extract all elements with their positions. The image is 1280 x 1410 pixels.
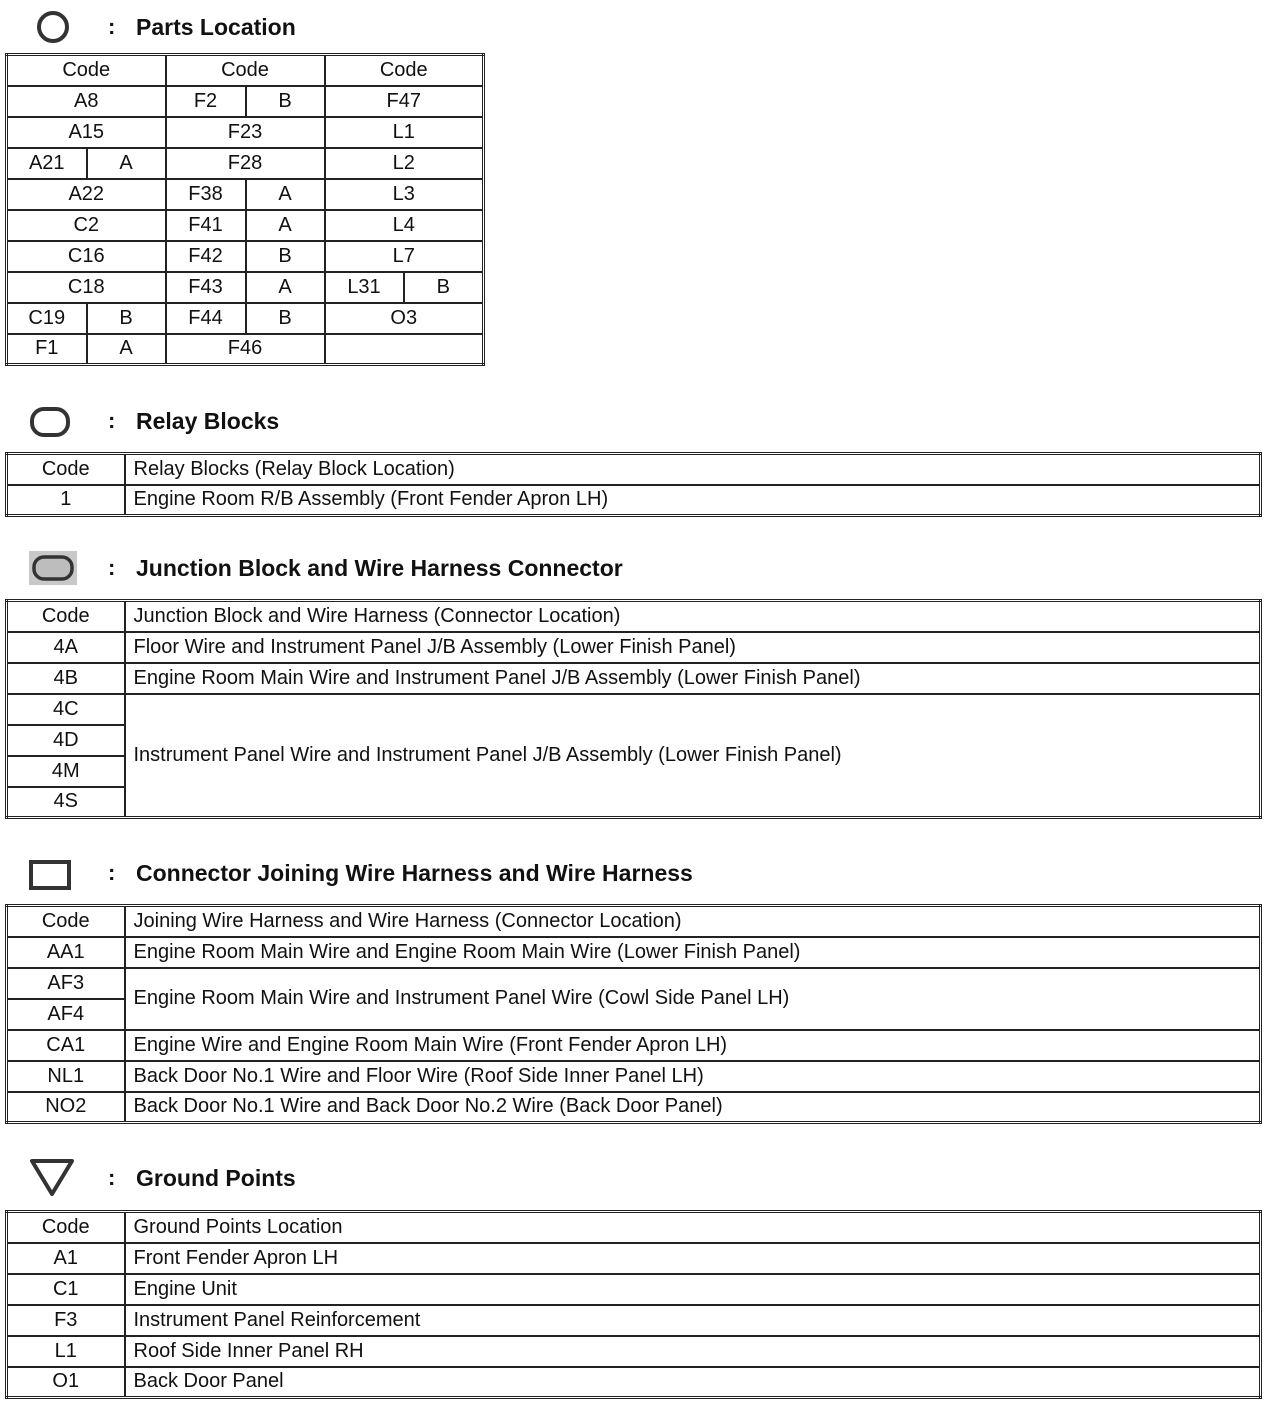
table-row <box>7 334 484 365</box>
table-row <box>7 303 484 334</box>
table-header-row <box>7 906 1261 937</box>
column-header: Code <box>7 55 166 86</box>
column-header-description: Joining Wire Harness and Wire Harness (Connector Location) <box>125 906 1261 937</box>
connector-code: CA1 <box>7 1030 125 1061</box>
part-code: F42 <box>166 241 246 272</box>
connector-description: Back Door No.1 Wire and Back Door No.2 Wire (Back Door Panel) <box>125 1092 1261 1123</box>
table-row <box>7 1092 1261 1123</box>
connector-code: AF3 <box>7 968 125 999</box>
part-code: L2 <box>325 148 484 179</box>
table-row <box>7 210 484 241</box>
table-row <box>7 1305 1261 1336</box>
column-header-code: Code <box>7 601 125 632</box>
parts-location-table <box>5 53 485 366</box>
column-header: Code <box>325 55 484 86</box>
table-row <box>7 1030 1261 1061</box>
junction-block-header <box>0 547 1280 587</box>
part-code: F44 <box>166 303 246 334</box>
connector-code: AF4 <box>7 999 125 1030</box>
relay-description: Engine Room R/B Assembly (Front Fender Apron LH) <box>125 485 1261 516</box>
section-colon: : <box>108 14 116 39</box>
section-colon: : <box>108 860 116 885</box>
table-row <box>7 694 1261 725</box>
part-sub-code: B <box>246 303 325 334</box>
ground-code: O1 <box>7 1367 125 1398</box>
part-code: F43 <box>166 272 246 303</box>
part-code: F41 <box>166 210 246 241</box>
ground-description: Front Fender Apron LH <box>125 1243 1261 1274</box>
section-colon: : <box>108 555 116 580</box>
part-code: F1 <box>7 334 87 365</box>
rectangle-icon <box>28 856 78 890</box>
junction-code: 4S <box>7 787 125 818</box>
section-title: Relay Blocks <box>136 408 280 434</box>
part-code: C19 <box>7 303 87 334</box>
part-code: F28 <box>166 148 325 179</box>
part-code: L31 <box>325 272 404 303</box>
part-code: F23 <box>166 117 325 148</box>
connector-description: Engine Room Main Wire and Engine Room Main Wire (Lower Finish Panel) <box>125 937 1261 968</box>
column-header-description: Relay Blocks (Relay Block Location) <box>125 454 1261 485</box>
part-code: A15 <box>7 117 166 148</box>
ground-description: Back Door Panel <box>125 1367 1261 1398</box>
junction-code: 4D <box>7 725 125 756</box>
part-code: C16 <box>7 241 166 272</box>
table-row <box>7 1061 1261 1092</box>
shaded-rounded-rect-icon <box>28 551 78 585</box>
connector-code: NL1 <box>7 1061 125 1092</box>
part-code: O3 <box>325 303 484 334</box>
part-sub-code: B <box>246 241 325 272</box>
section-title: Connector Joining Wire Harness and Wire Harness <box>136 860 693 886</box>
part-code: C2 <box>7 210 166 241</box>
table-row <box>7 1336 1261 1367</box>
part-code: F47 <box>325 86 484 117</box>
table-row <box>7 663 1261 694</box>
part-code: F2 <box>166 86 246 117</box>
part-sub-code: B <box>246 86 325 117</box>
parts-location-header <box>0 6 1280 46</box>
part-sub-code: B <box>404 272 484 303</box>
junction-code: 4C <box>7 694 125 725</box>
column-header-code: Code <box>7 1212 125 1243</box>
ground-code: F3 <box>7 1305 125 1336</box>
connector-description: Back Door No.1 Wire and Floor Wire (Roof Side Inner Panel LH) <box>125 1061 1261 1092</box>
junction-description: Instrument Panel Wire and Instrument Panel J/B Assembly (Lower Finish Panel) <box>125 694 1261 818</box>
table-header-row <box>7 601 1261 632</box>
ground-points-header <box>0 1157 1280 1197</box>
relay-blocks-table <box>5 452 1262 517</box>
table-header-row <box>7 1212 1261 1243</box>
part-code: L3 <box>325 179 484 210</box>
table-row <box>7 968 1261 999</box>
part-code: L1 <box>325 117 484 148</box>
table-row <box>7 117 484 148</box>
ground-description: Roof Side Inner Panel RH <box>125 1336 1261 1367</box>
section-title: Ground Points <box>136 1165 296 1191</box>
connector-description: Engine Room Main Wire and Instrument Panel Wire (Cowl Side Panel LH) <box>125 968 1261 1030</box>
rounded-rect-icon <box>28 404 78 438</box>
part-code: A22 <box>7 179 166 210</box>
ground-code: A1 <box>7 1243 125 1274</box>
table-row <box>7 148 484 179</box>
triangle-down-icon <box>28 1157 78 1197</box>
part-sub-code: A <box>246 210 325 241</box>
table-row <box>7 485 1261 516</box>
part-sub-code: B <box>87 303 166 334</box>
part-sub-code: A <box>246 179 325 210</box>
connector-joining-table <box>5 904 1262 1124</box>
table-row <box>7 86 484 117</box>
junction-code: 4B <box>7 663 125 694</box>
part-sub-code: A <box>246 272 325 303</box>
column-header-description: Junction Block and Wire Harness (Connector Location) <box>125 601 1261 632</box>
connector-code: NO2 <box>7 1092 125 1123</box>
table-header-row <box>7 454 1261 485</box>
part-code: A21 <box>7 148 87 179</box>
relay-blocks-header <box>0 400 1280 440</box>
junction-code: 4M <box>7 756 125 787</box>
connector-description: Engine Wire and Engine Room Main Wire (Front Fender Apron LH) <box>125 1030 1261 1061</box>
connector-joining-header <box>0 852 1280 892</box>
empty-cell <box>325 334 484 365</box>
part-code: F46 <box>166 334 325 365</box>
section-colon: : <box>108 408 116 433</box>
table-row <box>7 241 484 272</box>
table-header-row <box>7 55 484 86</box>
ground-points-table <box>5 1210 1262 1399</box>
junction-block-table <box>5 599 1262 819</box>
table-row <box>7 179 484 210</box>
part-code: A8 <box>7 86 166 117</box>
part-code: C18 <box>7 272 166 303</box>
table-row <box>7 1243 1261 1274</box>
relay-code: 1 <box>7 485 125 516</box>
junction-code: 4A <box>7 632 125 663</box>
part-sub-code: A <box>87 334 166 365</box>
table-row <box>7 1274 1261 1305</box>
junction-description: Floor Wire and Instrument Panel J/B Assembly (Lower Finish Panel) <box>125 632 1261 663</box>
ground-description: Instrument Panel Reinforcement <box>125 1305 1261 1336</box>
column-header-code: Code <box>7 906 125 937</box>
ground-description: Engine Unit <box>125 1274 1261 1305</box>
table-row <box>7 272 484 303</box>
table-row <box>7 937 1261 968</box>
column-header-code: Code <box>7 454 125 485</box>
column-header-description: Ground Points Location <box>125 1212 1261 1243</box>
table-row <box>7 632 1261 663</box>
part-code: L7 <box>325 241 484 272</box>
connector-code: AA1 <box>7 937 125 968</box>
part-code: F38 <box>166 179 246 210</box>
section-title: Parts Location <box>136 14 296 40</box>
table-row <box>7 1367 1261 1398</box>
part-sub-code: A <box>87 148 166 179</box>
ground-code: C1 <box>7 1274 125 1305</box>
ground-code: L1 <box>7 1336 125 1367</box>
junction-description: Engine Room Main Wire and Instrument Panel J/B Assembly (Lower Finish Panel) <box>125 663 1261 694</box>
section-colon: : <box>108 1165 116 1190</box>
part-code: L4 <box>325 210 484 241</box>
circle-icon <box>28 10 78 44</box>
column-header: Code <box>166 55 325 86</box>
section-title: Junction Block and Wire Harness Connector <box>136 555 623 581</box>
